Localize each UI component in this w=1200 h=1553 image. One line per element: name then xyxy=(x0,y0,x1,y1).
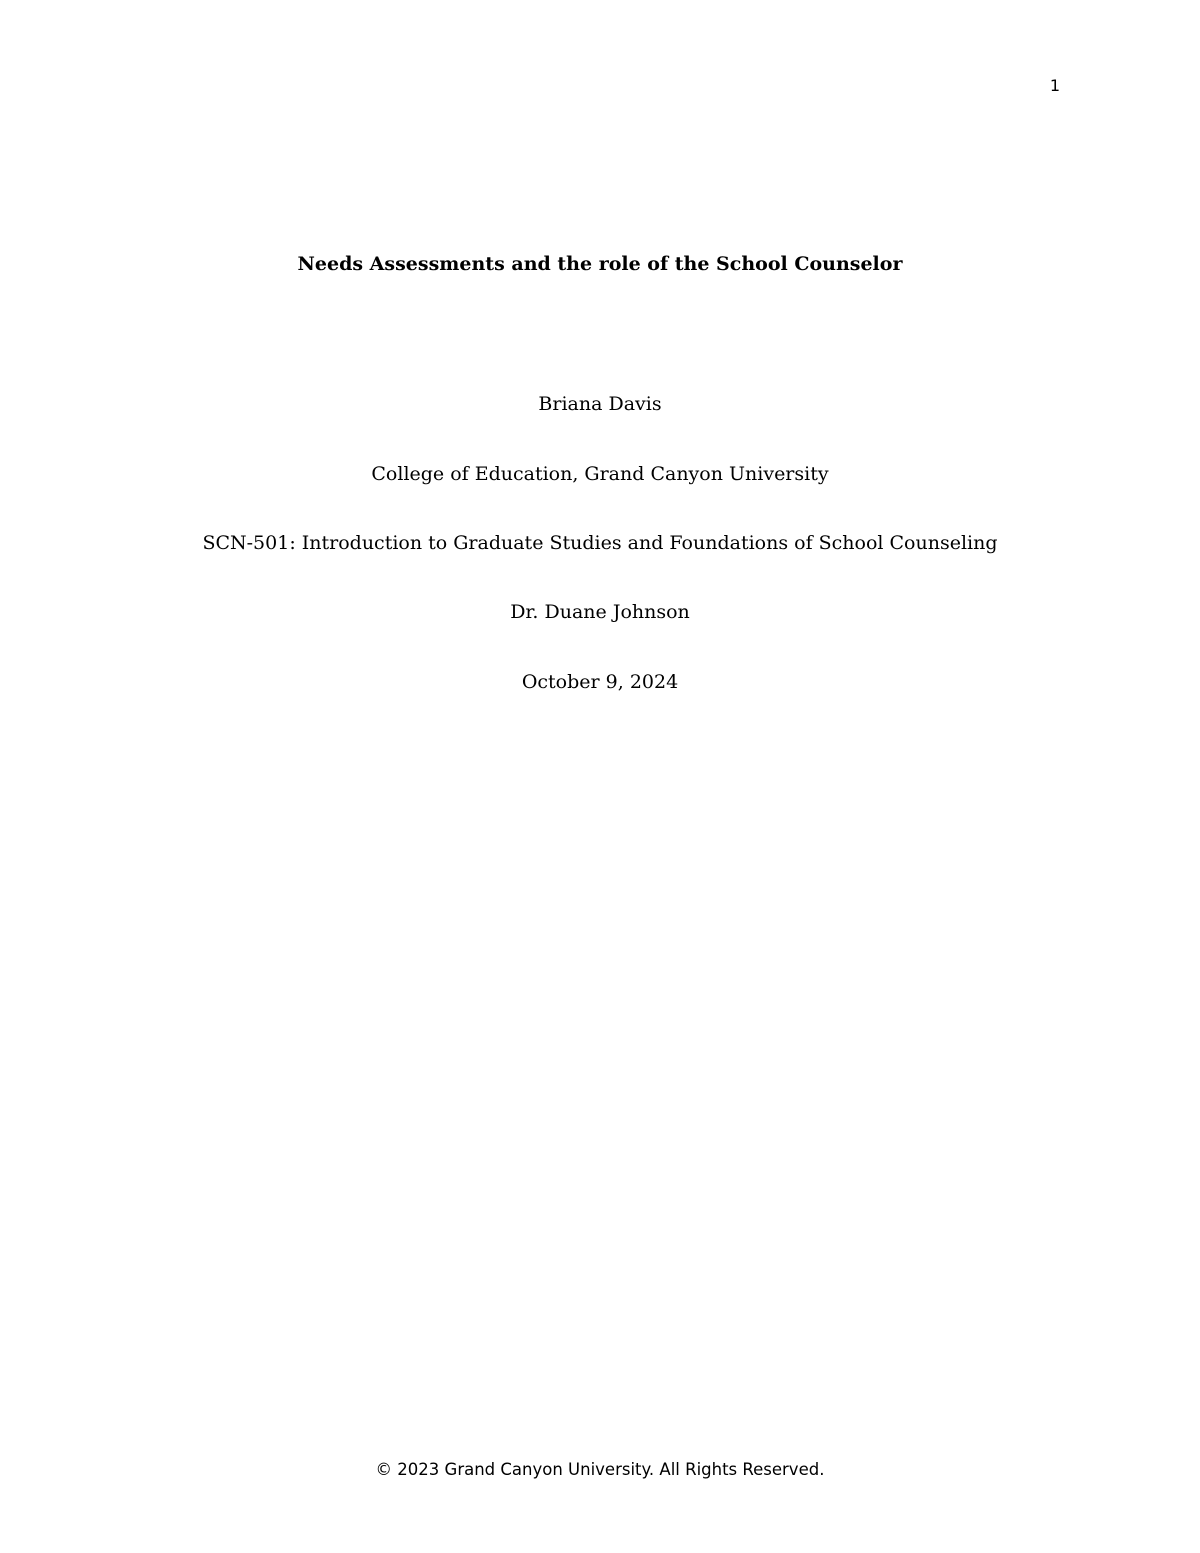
course-name: SCN-501: Introduction to Graduate Studies and Foundations of School Counseling xyxy=(202,532,998,554)
submission-date: October 9, 2024 xyxy=(521,671,679,693)
author-name: Briana Davis xyxy=(538,393,662,415)
paper-title: Needs Assessments and the role of the School Counselor xyxy=(297,253,903,275)
instructor-name: Dr. Duane Johnson xyxy=(510,601,690,623)
author-affiliation: College of Education, Grand Canyon University xyxy=(371,463,829,485)
copyright-footer: © 2023 Grand Canyon University. All Rights Reserved. xyxy=(375,1460,825,1479)
page-number: 1 xyxy=(1049,76,1060,95)
